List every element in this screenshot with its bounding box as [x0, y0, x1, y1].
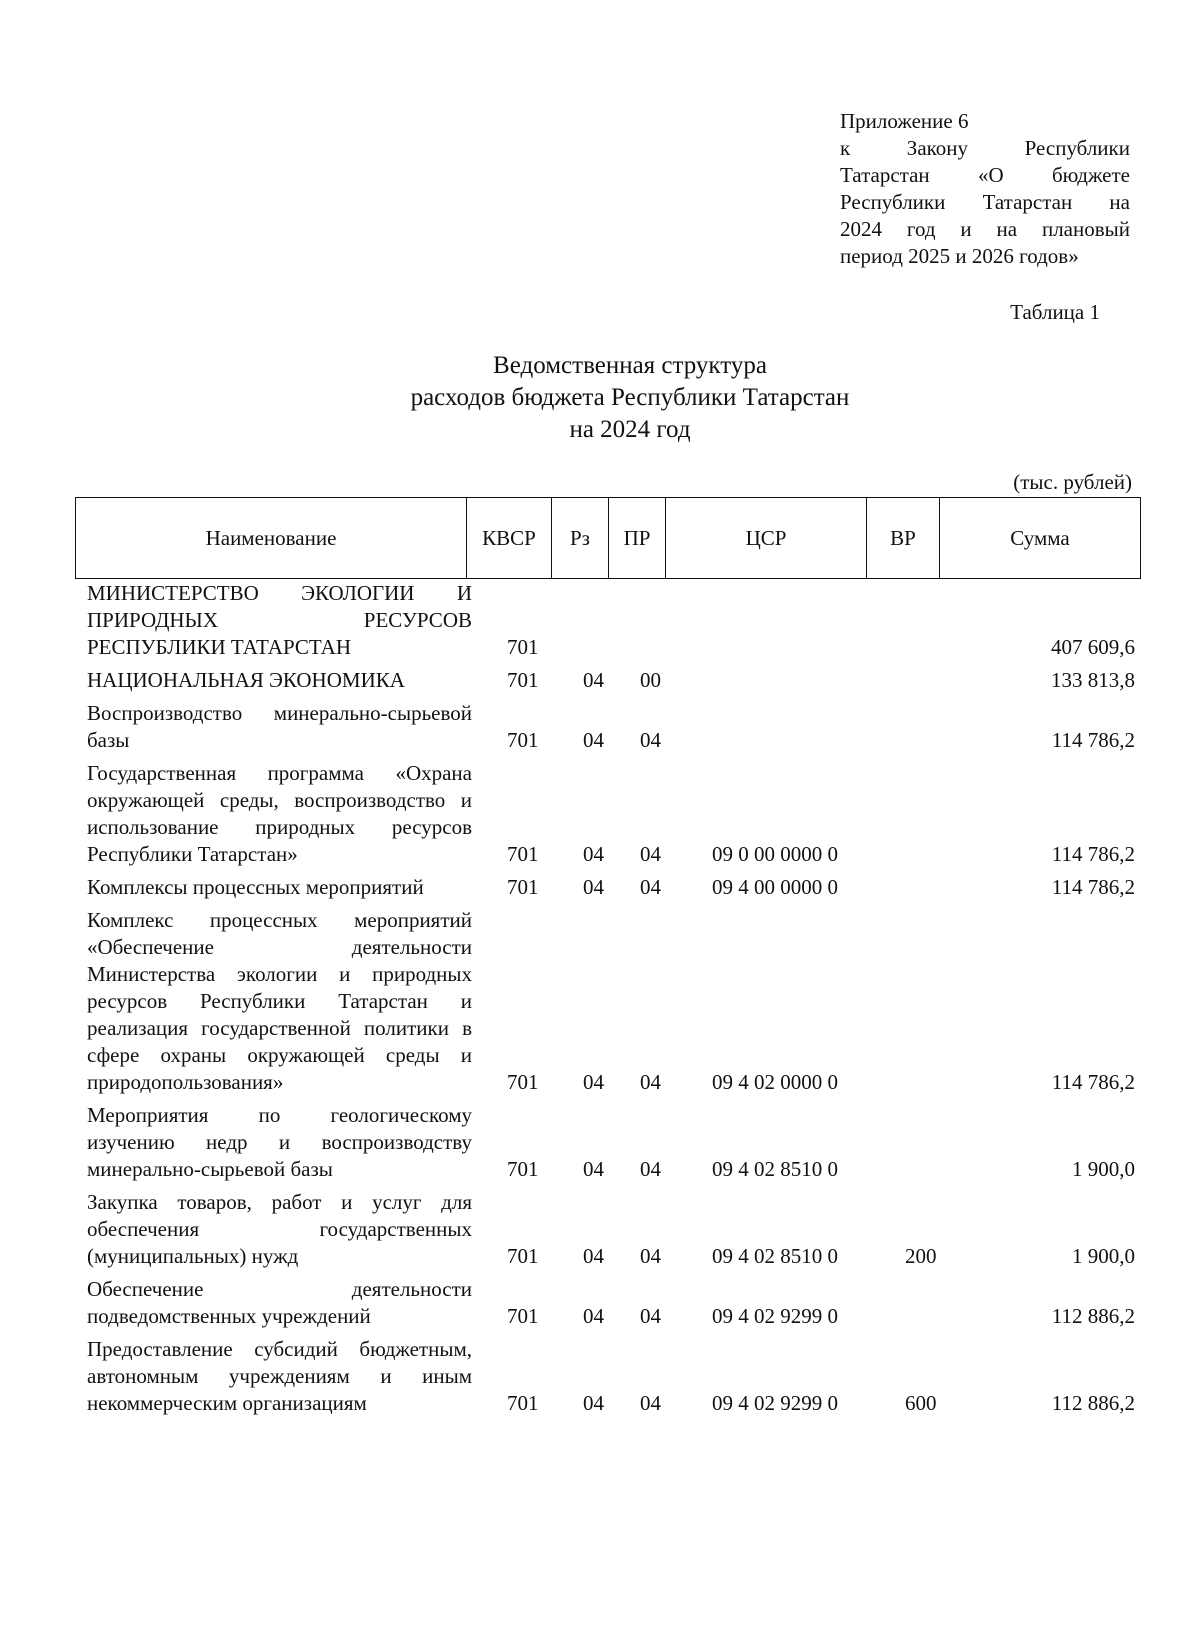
column-header-vr: ВР — [867, 498, 940, 579]
row-pr: 04 — [640, 1070, 661, 1094]
appendix-line: Республики Татарстан на — [840, 190, 1130, 214]
title-line-3: на 2024 год — [569, 416, 691, 443]
row-kvsr: 701 — [507, 1157, 539, 1181]
appendix-line: период 2025 и 2026 годов» — [840, 244, 1079, 268]
appendix-line: 2024 год и на плановый — [840, 217, 1130, 241]
table-row — [75, 907, 1135, 1096]
row-name: Комплекс процессных мероприятий «Обеспечение деятельности Министерства экологии и природных ресурсов Республики Татарстан и реализация государственной политики в сфере охраны окружающей среды и природопользования» — [87, 908, 472, 1094]
row-kvsr: 701 — [507, 635, 539, 659]
row-rz: 04 — [583, 668, 604, 692]
row-rz: 04 — [583, 875, 604, 899]
table-row — [75, 700, 1135, 754]
row-sum: 133 813,8 — [1051, 668, 1135, 692]
row-rz: 04 — [583, 1304, 604, 1328]
document-title — [0, 350, 1200, 446]
row-sum: 112 886,2 — [1051, 1304, 1135, 1328]
row-csr: 09 0 00 0000 0 — [712, 842, 838, 866]
table-row — [75, 760, 1135, 868]
row-sum: 114 786,2 — [1051, 1070, 1135, 1094]
row-vr: 600 — [905, 1391, 937, 1415]
table-row — [75, 667, 1135, 694]
table-row — [75, 580, 1135, 661]
table-row — [75, 1102, 1135, 1183]
row-csr: 09 4 02 8510 0 — [712, 1157, 838, 1181]
row-pr: 04 — [640, 1244, 661, 1268]
row-kvsr: 701 — [507, 842, 539, 866]
row-sum: 114 786,2 — [1051, 842, 1135, 866]
column-header-pr: ПР — [609, 498, 666, 579]
appendix-note — [840, 108, 1130, 270]
row-name: НАЦИОНАЛЬНАЯ ЭКОНОМИКА — [87, 668, 405, 692]
row-rz: 04 — [583, 1244, 604, 1268]
row-kvsr: 701 — [507, 668, 539, 692]
row-pr: 04 — [640, 875, 661, 899]
table-row — [75, 1276, 1135, 1330]
table-header — [75, 497, 1141, 579]
row-csr: 09 4 02 9299 0 — [712, 1391, 838, 1415]
row-sum: 1 900,0 — [1072, 1157, 1135, 1181]
row-kvsr: 701 — [507, 1244, 539, 1268]
row-sum: 1 900,0 — [1072, 1244, 1135, 1268]
row-name: Воспроизводство минерально-сырьевой базы — [87, 701, 472, 752]
row-name: Предоставление субсидий бюджетным, автономным учреждениям и иным некоммерческим организациям — [87, 1337, 472, 1415]
row-name: Закупка товаров, работ и услуг для обеспечения государственных (муниципальных) нужд — [87, 1190, 472, 1268]
row-kvsr: 701 — [507, 1070, 539, 1094]
row-csr: 09 4 02 9299 0 — [712, 1304, 838, 1328]
title-line-1: Ведомственная структура — [493, 352, 767, 379]
row-pr: 04 — [640, 1157, 661, 1181]
row-rz: 04 — [583, 728, 604, 752]
column-header-name: Наименование — [76, 498, 467, 579]
row-name: МИНИСТЕРСТВО ЭКОЛОГИИ И ПРИРОДНЫХ РЕСУРСОВ РЕСПУБЛИКИ ТАТАРСТАН — [87, 581, 472, 659]
row-rz: 04 — [583, 1070, 604, 1094]
row-name: Государственная программа «Охрана окружающей среды, воспроизводство и использование природных ресурсов Республики Татарстан» — [87, 761, 472, 866]
row-name: Обеспечение деятельности подведомственных учреждений — [87, 1277, 472, 1328]
row-kvsr: 701 — [507, 1304, 539, 1328]
row-name: Комплексы процессных мероприятий — [87, 875, 424, 899]
row-csr: 09 4 00 0000 0 — [712, 875, 838, 899]
title-line-2: расходов бюджета Республики Татарстан — [410, 384, 850, 411]
row-rz: 04 — [583, 1157, 604, 1181]
table-body — [75, 580, 1135, 1423]
row-rz: 04 — [583, 842, 604, 866]
row-kvsr: 701 — [507, 875, 539, 899]
row-pr: 04 — [640, 1391, 661, 1415]
row-pr: 04 — [640, 842, 661, 866]
table-row — [75, 1336, 1135, 1417]
appendix-line: Приложение 6 — [840, 109, 969, 133]
table-row — [75, 874, 1135, 901]
row-sum: 112 886,2 — [1051, 1391, 1135, 1415]
appendix-line: к Закону Республики — [840, 136, 1130, 160]
row-pr: 04 — [640, 728, 661, 752]
row-pr: 00 — [640, 668, 661, 692]
column-header-kvsr: КВСР — [467, 498, 552, 579]
column-header-csr: ЦСР — [666, 498, 867, 579]
table-row — [75, 1189, 1135, 1270]
row-csr: 09 4 02 8510 0 — [712, 1244, 838, 1268]
row-name: Мероприятия по геологическому изучению недр и воспроизводству минерально-сырьевой базы — [87, 1103, 472, 1181]
row-sum: 407 609,6 — [1051, 635, 1135, 659]
appendix-line: Татарстан «О бюджете — [840, 163, 1130, 187]
column-header-rz: Рз — [552, 498, 609, 579]
table-number: Таблица 1 — [1010, 300, 1100, 324]
row-csr: 09 4 02 0000 0 — [712, 1070, 838, 1094]
row-kvsr: 701 — [507, 1391, 539, 1415]
row-vr: 200 — [905, 1244, 937, 1268]
units-label: (тыс. рублей) — [1013, 470, 1132, 494]
row-rz: 04 — [583, 1391, 604, 1415]
row-sum: 114 786,2 — [1051, 728, 1135, 752]
row-pr: 04 — [640, 1304, 661, 1328]
row-sum: 114 786,2 — [1051, 875, 1135, 899]
row-kvsr: 701 — [507, 728, 539, 752]
column-header-sum: Сумма — [940, 498, 1141, 579]
